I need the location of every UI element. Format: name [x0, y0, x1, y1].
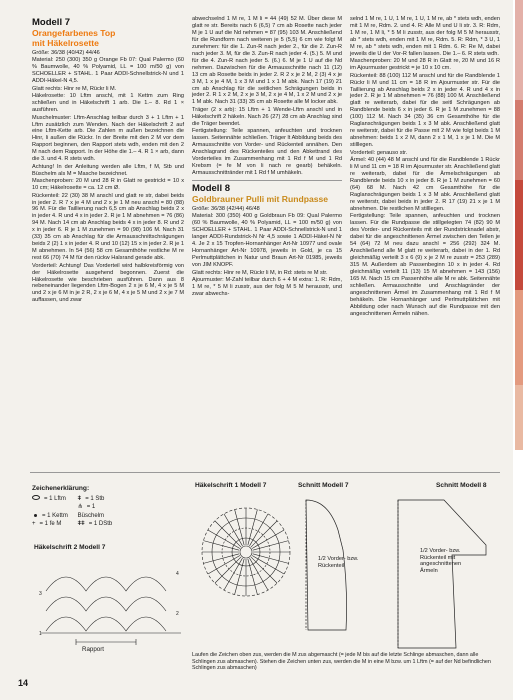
double-crochet-symbol-icon: ǂ	[77, 495, 82, 502]
pattern-8-title: Schnitt Modell 8	[436, 482, 487, 489]
paragraph: Achtung! In der Anleitung werden alle Lftm, f M, Stb und Büschelm als M = Masche bezeichnet.	[32, 163, 184, 177]
paragraph: Rückenteil: 22 (30) 38 M anschl und glatt re str, dabei beids in jeder 2. R 7 x je 4 M und 2 x je 1 M neu anschl = 80 (88) 96 M. Für die Taillierung nach 6,5 cm ab Anschlag beids 2 x in jeder 4. R und 4 x in jeder 2. R je 1 M abnehmen = 76 (86) 94 M. Nach 14 cm ab Anschlag beids 4 x in jeder 8. R und 2 x in jeder 6. R je 1 M zunehmen = 90 (98) 106 M. Nach 31 (33) 35 cm ab Anschlag für die Armausschnittschrägungen beids 2 (2) 1 x in jeder 4. R und 10 (12) 15 x in jeder 2. R je 1 M abnehmen. In 54 (56) 58 cm Gesamthöhe restliche M re rest 66 (70) 74 M für den rückw Halsrand gerade abk.	[32, 192, 184, 262]
edge-color-block	[515, 290, 523, 385]
model-7-title: Orangefarbenes Top mit Häkelrosette	[32, 28, 116, 48]
model-8-heading: Modell 8	[192, 182, 231, 194]
paragraph: Größe: 36/38 (42/44) 46/48	[192, 205, 260, 212]
edge-color-block	[515, 385, 523, 450]
model-7-heading: Modell 7	[32, 17, 71, 28]
symbol-legend: Zeichenerklärung: = 1 Lftm ǂ = 1 Stb = 1 Kettm ⋔ = 1 Büschelm + = 1 fe M ǂǂ = 1 DStb	[32, 485, 122, 529]
paragraph: Maschenproben: 20 M und 28 R in Glatt re, 20 M und 16 R im Ajourmuster gestrickt = je 10 x 10 cm.	[350, 58, 500, 72]
rosette-spoke	[251, 557, 277, 583]
svg-text:3: 3	[39, 591, 42, 597]
crochet-chart-1-title: Häkelschrift 1 Modell 7	[195, 482, 267, 489]
paragraph: Größe: 36/38 (40/42) 44/46	[32, 50, 100, 56]
diagram-section-rule	[30, 472, 500, 473]
paragraph: Vorderteil: Achtung! Das Vorderteil wird halbkreisförmig von der Häkelrosette ausgehend begonnen. Zuerst die Häkelrosette wie beschrieben ausführen. Dann aus 8 nebeneinander liegenden Lftm-Bogen 2 x je 6 M, 4 x je 5 M und 2 x je 6 M in je 2 R, 2 x je 6 M, 4 x je 5 M und 2 x je 7 M auffassen, und zwar	[32, 262, 184, 304]
paragraph: Glatt rechts: Hinr re M, Rückr li M.	[32, 85, 117, 92]
paragraph: Fertigstellung: Teile spannen, anfeuchten und trocknen lassen. Für die Rundpasse die stillgelegten 74 (82) 90 M des Vorder- und Rückenteils mit der Rundstricknadel abstr, dabei für die angeschnittenen Ärmel zwischen den Teilen je 54 (64) 72 M neu dazu anschl = 256 (292) 324 M. Anschließend alle M glatt re weiterarb, dabei in der 1. Rd gleichmäßig verteilt 3 x 6 (9) x je 2 M re zusstr = 253 (289) 315 M. Außerdem ab Passenbeginn 10 x in jeder 4. Rd gleichmäßig verteilt 11 (13) 15 M abnehmen = 143 (156) 165 M. Nach 15 cm Passenhöhe alle M re abk. Seitennähte schließen. Armausschnitte und Anschlagränder der angeschnittenen Ärmel im Zusammenhang mit 1 Rd f M behäkeln. Die Hornanhänger und Perlmuttplättchen mit Abbildung oder nach Wunsch auf die Rundpasse mit den angeschnittenen Ärmeln nähen.	[350, 213, 500, 317]
rapport-label: Rapport	[82, 646, 105, 653]
crochet-chart-1-rosette	[196, 490, 296, 650]
diagram-caption: Laufen die Zeichen oben zus, werden die M zus abgemascht (= jede M bis auf die letzte Schlinge abmaschen, dann alle Schlingen zus abmaschen). Stehen die Zeichen unten zus, werden die M in eine M bzw. um 1 Lftm (= auf der Nd befindlichen Schlingen zus abmaschen)	[192, 652, 491, 672]
paragraph: Rückenteil: 88 (100) 112 M anschl und für die Randblende 1 Rückr li M und 11 cm = 18 R im Ajourmuster str. Für die Taillierung ab Anschlag beids 2 x in jeder 4. R und 4 x in jeder 2. R je 1 M abnehmen = 76 (88) 100 M. Anschließend glatt re weiterarb, dabei für die seitl Schrägungen ab Randblende beids 6 x in jeder 6. R je 1 M zunehmen = 88 (100) 112 M. Nach 34 (35) 36 cm Gesamthöhe für die Raglanschrägungen beids 1 x 3 M abk. Anschließend glatt re weiterstr, dabei für die Passe mit 2 M wie folgt beids 1 M abnehmen: beids 1 x 2 M, dann 2 x 1 M, 1 x je 1 M. Die M stilllegen.	[350, 72, 500, 149]
edge-color-block	[515, 180, 523, 290]
page-edge-strip	[513, 0, 527, 700]
paragraph: Vorderteil: genauso str.	[350, 149, 408, 156]
pattern-7-title: Schnitt Modell 7	[298, 482, 349, 489]
rosette-spoke	[215, 521, 241, 547]
crochet-chart-2-title: Häkelschrift 2 Modell 7	[34, 544, 106, 551]
paragraph: selnd 1 M re, 1 U, 1 M re, 1 U, 1 M re, ab * stets wdh, enden mit 1 M re, Rdm. 2. und 4. R: Alle M und U li str. 3. R: Rdm, 1 M re, 1 M li, * 5 M li zusstr, aus der folg M 5 M herausstr, ab * stets wdh, enden mit 1 M re, Rdm. 5. R: Rdm, * 3 U, 1 M re, ab * stets wdh, enden mit 1 Rdm. 6. R: Re M, dabei jeweils die U der Vor-R fallen lassen. Die 1.– 6. R stets wdh.	[350, 16, 500, 57]
rosette-spoke	[215, 557, 241, 583]
pattern-7-label: 1/2 Vorder- bzw. Rückenteil	[318, 556, 359, 569]
legend-title: Zeichenerklärung:	[32, 485, 90, 492]
paragraph: Häkelrosette: 10 Lftm anschl, mit 1 Kettm zum Ring schließen und in Häkelschrift 1 arb. Die 1.– 8. Rd 1 × ausführen.	[32, 93, 184, 114]
svg-text:1: 1	[39, 631, 42, 637]
slip-stitch-symbol-icon	[34, 514, 37, 517]
paragraph: Glatt rechts: Hinr re M, Rückr li M, in Rd: stets re M str.	[192, 269, 328, 276]
edge-color-block	[515, 0, 523, 100]
cluster-symbol-icon: ⋔	[77, 504, 83, 510]
treble-symbol-icon: ǂǂ	[77, 521, 85, 527]
paragraph: Maschenproben: 20 M und 28 R in Glatt re gestrickt = 10 x 10 cm; Häkelrosette = ca. 12 cm Ø.	[32, 178, 184, 192]
section-divider	[192, 180, 342, 181]
paragraph: abwechselnd 1 M re, 1 M li = 44 (49) 52 M. Über diese M glatt re str. Bereits nach 6 (6,5) 7 cm ab Rosette nach jeder M je 1 U auf die Nd nehmen = 87 (95) 103 M. Anschließend für die Rundform nach weiteren je 5 (5,5) 6 cm wie folgt M zunehmen: für die 1. Zun-R nach jeder 2., für die 2. Zun-R nach jeder 3. M, für die 3. Zun-R nach jeder 4. (5.) 5. M und für die 4. Zun-R nach jeder 5. (6.) 6. M je 1 U auf die Nd nehmen. Dazwischen für die Armausschnitte nach 11 (12) 13 cm ab Rosette beids in jeder 2. R 2 x je 2 M, 2 (3) 4 x je 3 M, 1 x je 4 M, 1 x 3 M und 1 x 1 M abk. Nach 17 (19) 21 cm ab Anschlag für die seitlichen Schrägungen beids in jeder 2. R 1 x 2 M, 2 x je 3 M, 2 x je 4 M, 1 x 2 M und 2 x je 1 M abk. Nach 31 (33) 35 cm ab Rosette alle M locker abk.	[192, 16, 342, 106]
paragraph: Ajourmuster: M-Zahl teilbar durch 6 + 4 M extra: 1. R: Rdm, 1 M re, * 5 M li zusstr, aus der folg M 5 M herausstr, und zwar abwechs-	[192, 276, 342, 297]
pattern-8-label: 1/2 Vorder- bzw. Rückenteil mit angeschnittenen Ärmeln	[420, 548, 462, 574]
paragraph: Ärmel: 40 (44) 48 M anschl und für die Randblende 1 Rückr li M und 11 cm = 18 R im Ajourmuster str. Anschließend glatt re weiterarb, dabei für die Ärmelschrägungen ab Randblende beids 10 x in jeder 8. R je 1 M zunehmen = 60 (64) 68 M. Nach 42 cm Gesamthöhe für die Raglanschrägungen beids 1 x 3 M abk. Anschließend glatt re weiterstr, dabei beids in jeder 2. R 17 (19) 21 x je 1 M abnehmen. Die restlichen M stilllegen.	[350, 157, 500, 212]
rosette-spoke	[251, 521, 277, 547]
crochet-chart-2-shell-pattern	[36, 553, 186, 653]
paragraph: Muschelmuster: Lftm-Anschlag teilbar durch 3 + 1 Lftm + 1 Lftm zusätzlich zum Wenden. Nach der Häkelschrift 2 auf eine Lftm-Kette arb. Die Zahlen m außen bezeichnen die Hinr, li außen die Rückr. In der Breite mit den 2 M vor dem Rapport beginnen, den Rapport stets wdh, enden mit den 2 M nach dem Rapport. In der Höhe die 1.– 4. R 1 × arb, dann die 3. und 4. R stets wdh.	[32, 114, 184, 163]
pattern-8-schematic	[386, 490, 504, 660]
instructions-column-2	[192, 16, 342, 298]
svg-text:2: 2	[176, 611, 179, 617]
single-crochet-symbol-icon: +	[32, 521, 36, 527]
paragraph: Träger (2 x arb): 15 Lftm + 1 Wende-Lftm anschl und in Häkelschrift 2 häkeln. Nach 26 (27) 28 cm ab Anschlag sind die Träger beendet.	[192, 106, 342, 127]
instructions-column-3	[350, 16, 500, 318]
page-number: 14	[18, 678, 29, 688]
paragraph: Material: 250 (300) 350 g Orange Fb 07: Qual Palermo (60 % Baumwolle, 40 % Polyamid, LL = 100 m/50 g) von SCHOELLER + STAHL. 1 Paar ADDI-Schnellstrick-N und 1 ADDI-Häkel-N 4,5.	[32, 57, 184, 85]
model-8-title: Goldbrauner Pulli mit Rundpasse	[192, 193, 329, 204]
pattern-7-schematic	[298, 490, 378, 650]
instructions-column-1	[32, 16, 184, 305]
chain-symbol-icon	[32, 495, 40, 500]
paragraph: Fertigstellung: Teile spannen, anfeuchten und trocknen lassen. Seitennähte schließen. Träger lt Abbildung beids des Armausschnitte von Vorder- und Rückenteil annähen. Den Anschlagrand des Rückenteiles und den Abkettrand des Vorderteiles im Zusammenhang mit 1 Rd f M und 1 Rd Krebsm (= fe M von li nach re gearb) behäkeln. Armausschnittränder mit 1 Rd f M umhäkeln.	[192, 128, 342, 176]
edge-color-block	[515, 100, 523, 180]
svg-text:4: 4	[176, 571, 179, 577]
paragraph: Material: 300 (350) 400 g Goldbraun Fb 09: Qual Palermo (60 % Baumwolle, 40 % Polyamid, LL = 100 m/50 g) von SCHOELLER + STAHL. 1 Paar ADDI-Schnellstrick-N und 1 langer ADDI-Rundstrick-N Nr 4,5 sowie 1 ADDI-Häkel-N Nr 4. Je 2 x 15 Tropfen-Hornanhänger Art-Nr 10977 und ovale Hornanhänger Art-Nr 10978, jeweils in Gold, je ca 15 Perlmuttplättchen in Natur und Braun Art-Nr 01985, jeweils von JIM KNOPF.	[192, 213, 342, 269]
